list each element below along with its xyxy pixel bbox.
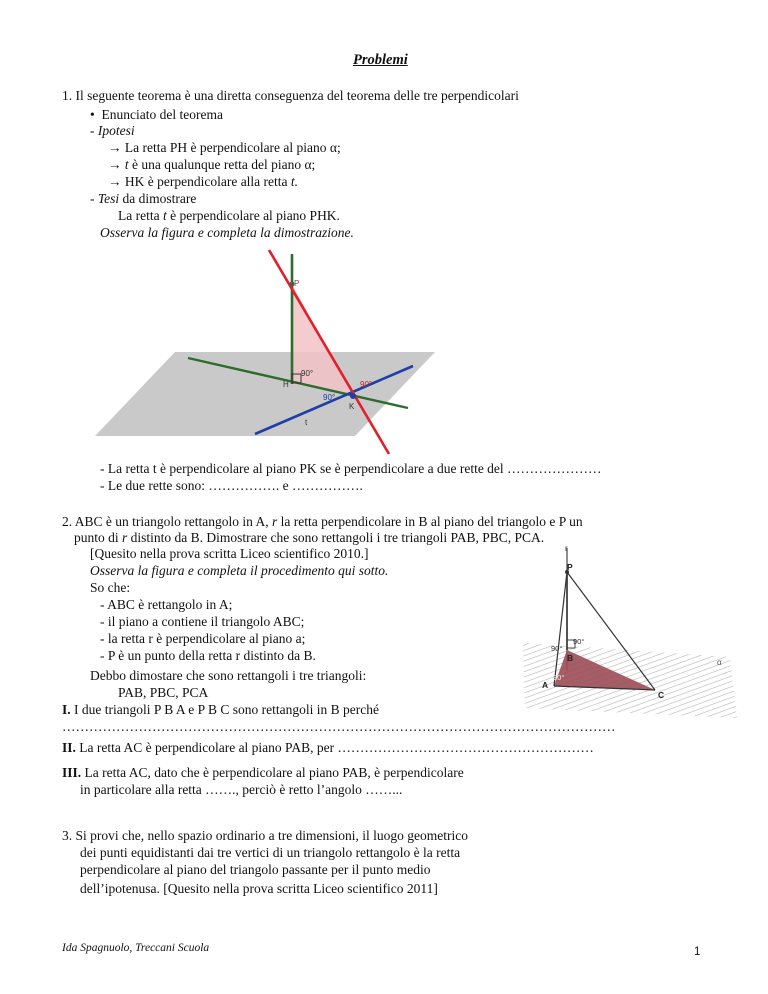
- label-k: K: [349, 402, 355, 411]
- fact-2: - il piano a contiene il triangolo ABC;: [100, 614, 305, 629]
- angle-label-2: 90°: [551, 644, 563, 653]
- label-r: r: [565, 544, 568, 553]
- step-ii: II. La retta AC è perpendicolare al piano PAB, per …………………………………………………: [62, 740, 594, 755]
- label-p: P: [294, 279, 300, 288]
- step-iii: III. La retta AC, dato che è perpendicolare al piano PAB, è perpendicolare: [62, 765, 464, 780]
- label-c: C: [658, 690, 665, 700]
- point-k: [350, 393, 356, 399]
- ipotesi-heading: - Ipotesi: [90, 123, 135, 138]
- hypothesis-2: → t è una qualunque retta del piano α;: [108, 157, 316, 172]
- footer-author: Ida Spagnuolo, Treccani Scuola: [62, 942, 210, 954]
- page-title: Problemi: [353, 52, 408, 68]
- problem-2-instruction: Osserva la figura e completa il procedimento qui sotto.: [90, 563, 389, 578]
- step-i: I. I due triangoli P B A e P B C sono rettangoli in B perché: [62, 702, 379, 717]
- problem-2-source: [Quesito nella prova scritta Liceo scientifico 2010.]: [90, 546, 369, 561]
- fill-line-2: - Le due rette sono: ……………. e …………….: [100, 478, 363, 493]
- label-h: H: [283, 380, 289, 389]
- problem-2-intro-1: 2. ABC è un triangolo rettangolo in A, r la retta perpendicolare in B al piano del triangolo e P un: [62, 514, 583, 529]
- arrow-right-icon: →: [108, 140, 122, 155]
- angle-label-2: 90°: [360, 380, 373, 389]
- fill-line-1: - La retta t è perpendicolare al piano PK se è perpendicolare a due rette del …………………: [100, 461, 602, 476]
- hypothesis-3: → HK è perpendicolare alla retta t.: [108, 174, 299, 189]
- problem-3-line-2: dei punti equidistanti dai tre vertici di un triangolo rettangolo è la retta: [80, 845, 461, 860]
- bullet-icon: •: [90, 107, 102, 122]
- angle-label-3: 90°: [323, 393, 336, 402]
- problem-3-line-1: 3. Si provi che, nello spazio ordinario a tre dimensioni, il luogo geometrico: [62, 828, 469, 843]
- angle-label-1: 90°: [301, 369, 314, 378]
- label-a: A: [542, 680, 549, 690]
- plane-alpha: [95, 352, 435, 436]
- tesi-text: La retta t è perpendicolare al piano PHK.: [118, 208, 340, 223]
- tesi-heading: - Tesi da dimostrare: [90, 191, 197, 206]
- hypothesis-1: → La retta PH è perpendicolare al piano α;: [108, 140, 341, 155]
- angle-label-1: 90°: [573, 637, 585, 646]
- bullet-enunciato: • Enunciato del teorema: [90, 107, 223, 122]
- problem-2-intro-2: punto di r distinto da B. Dimostrare che sono rettangoli i tre triangoli PAB, PBC, PCA.: [74, 530, 545, 545]
- fact-1: - ABC è rettangolo in A;: [100, 597, 233, 612]
- step-i-dots: ……………………………………………………………………………………………………………: [62, 719, 616, 734]
- fact-3: - la retta r è perpendicolare al piano a;: [100, 631, 306, 646]
- label-b: B: [567, 653, 574, 663]
- problem-3-line-4: dell’ipotenusa. [Quesito nella prova scritta Liceo scientifico 2011]: [80, 881, 438, 896]
- figure-three-perpendiculars: [95, 248, 445, 458]
- problem-3-line-3: perpendicolare al piano del triangolo passante per il punto medio: [80, 862, 431, 877]
- angle-label-3: 90°: [553, 673, 565, 682]
- problem-1-intro: 1. Il seguente teorema è una diretta conseguenza del teorema delle tre perpendicolari: [62, 88, 519, 103]
- label-p: P: [567, 562, 573, 572]
- arrow-right-icon: →: [108, 174, 122, 189]
- problem-1-instruction: Osserva la figura e completa la dimostrazione.: [100, 225, 354, 240]
- step-iii-line-2: in particolare alla retta ……., perciò è retto l’angolo ……...: [80, 782, 403, 797]
- arrow-right-icon: →: [108, 157, 122, 172]
- debbo-dimostrare: Debbo dimostare che sono rettangoli i tre triangoli:: [90, 668, 367, 683]
- triangles-list: PAB, PBC, PCA: [118, 685, 209, 700]
- so-che: So che:: [90, 580, 131, 595]
- label-t: t: [305, 418, 308, 427]
- figure-pyramid: [505, 540, 755, 725]
- label-alpha: α: [717, 658, 722, 667]
- page-number: 1: [694, 946, 701, 958]
- fact-4: - P è un punto della retta r distinto da B.: [100, 648, 316, 663]
